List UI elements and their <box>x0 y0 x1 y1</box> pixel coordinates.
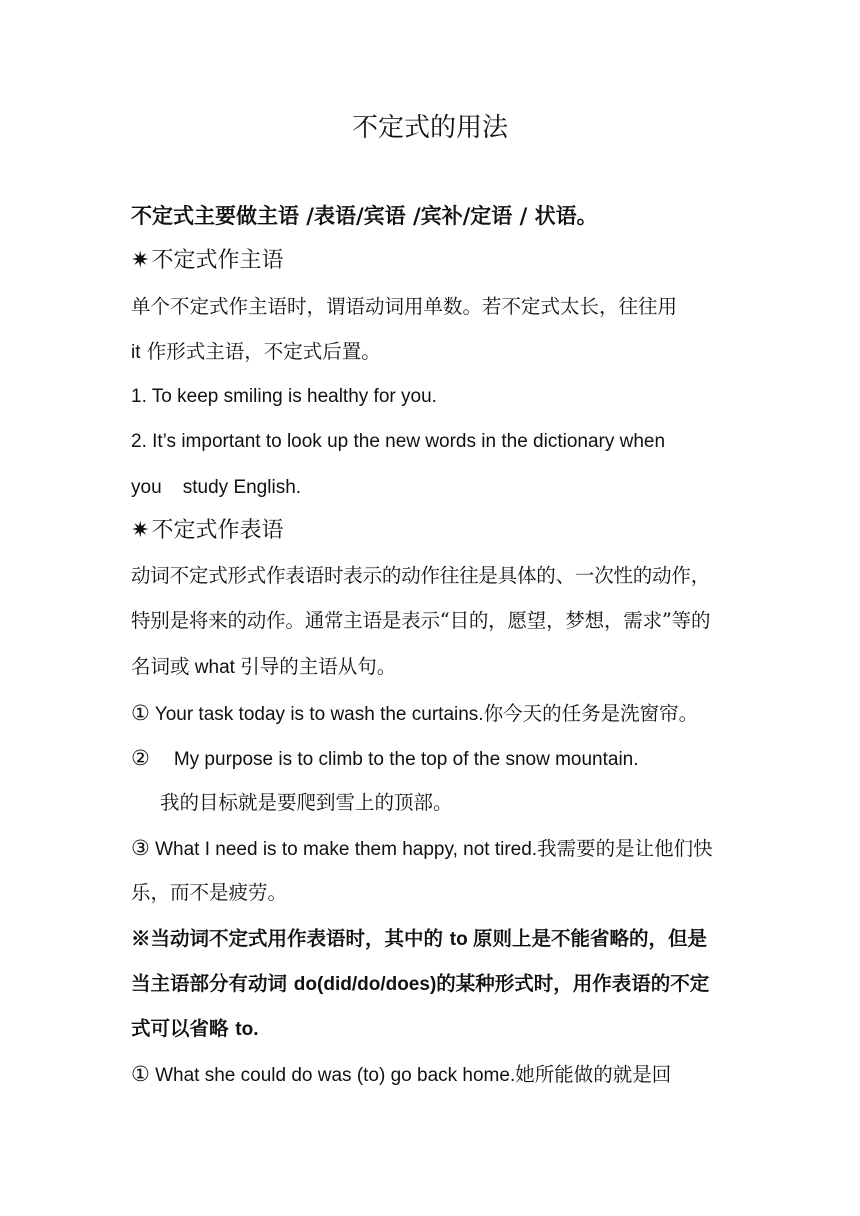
paragraph-line <box>131 337 741 368</box>
example-sentence <box>131 1059 741 1091</box>
paragraph-line: 特别是将来的动作。通常主语是表示“目的，愿望，梦想，需求”等的 <box>131 609 711 632</box>
section-heading-text: 不定式作表语 <box>151 518 284 543</box>
example-sentence <box>131 743 741 775</box>
inline-latin-text: what <box>189 657 241 678</box>
star-bullet-icon: ✷ <box>131 248 150 273</box>
example-translation-cont: 乐，而不是疲劳。 <box>131 881 288 904</box>
circled-number: ③ <box>131 836 150 860</box>
inline-cn-text: 引导的主语从句。 <box>240 655 397 678</box>
paragraph-line: 动词不定式形式作表语时表示的动作往往是具体的、一次性的动作， <box>131 564 711 587</box>
circled-number: ② <box>131 746 150 770</box>
note-text: 式可以省略 <box>131 1017 236 1040</box>
example-sentence: 2. It’s important to look up the new words in the dictionary when <box>131 431 666 452</box>
note-text: 当主语部分有动词 <box>131 972 294 995</box>
star-bullet-icon: ✷ <box>131 518 150 543</box>
note-text: ※当动词不定式用作表语时，其中的 <box>131 927 450 950</box>
paragraph-line <box>131 652 741 683</box>
circled-number: ① <box>131 701 150 725</box>
example-english: What I need is to make them happy, not tired. <box>149 839 538 860</box>
note-text: 原则上是不能省略的，但是 <box>473 927 708 950</box>
example-chinese: 她所能做的就是回 <box>515 1063 672 1086</box>
paragraph-line: 单个不定式作主语时，谓语动词用单数。若不定式太长，往往用 <box>131 295 678 318</box>
section-heading-subject <box>131 246 741 276</box>
note-latin: to. <box>235 1019 259 1040</box>
note-line <box>131 924 741 955</box>
note-text: 的某种形式时，用作表语的不定 <box>436 972 710 995</box>
note-line <box>131 969 741 1000</box>
example-sentence <box>131 833 741 865</box>
section-heading-predicative <box>131 516 741 546</box>
inline-cn-text: 名词或 <box>131 655 190 678</box>
example-english: Your task today is to wash the curtains. <box>149 704 484 725</box>
example-sentence: 1. To keep smiling is healthy for you. <box>131 386 437 407</box>
inline-cn-text: 作形式主语，不定式后置。 <box>140 340 381 363</box>
circled-number: ① <box>131 1062 150 1086</box>
example-chinese: 我需要的是让他们快 <box>537 837 713 860</box>
example-sentence <box>131 698 741 730</box>
example-translation: 我的目标就是要爬到雪上的顶部。 <box>160 791 453 814</box>
note-latin: do(did/do/does) <box>293 974 437 995</box>
summary-line: 不定式主要做主语 /表语/宾语 /宾补/定语 / 状语。 <box>131 203 598 228</box>
inline-latin-text: it <box>131 342 141 363</box>
example-sentence-cont: you study English. <box>131 477 302 498</box>
note-latin: to <box>449 929 474 950</box>
section-heading-text: 不定式作主语 <box>151 248 284 273</box>
example-chinese: 你今天的任务是洗窗帘。 <box>483 702 699 725</box>
page-title: 不定式的用法 <box>351 113 508 143</box>
example-english: My purpose is to climb to the top of the snow mountain. <box>173 749 639 770</box>
example-english: What she could do was (to) go back home. <box>149 1065 516 1086</box>
note-line <box>131 1014 741 1045</box>
